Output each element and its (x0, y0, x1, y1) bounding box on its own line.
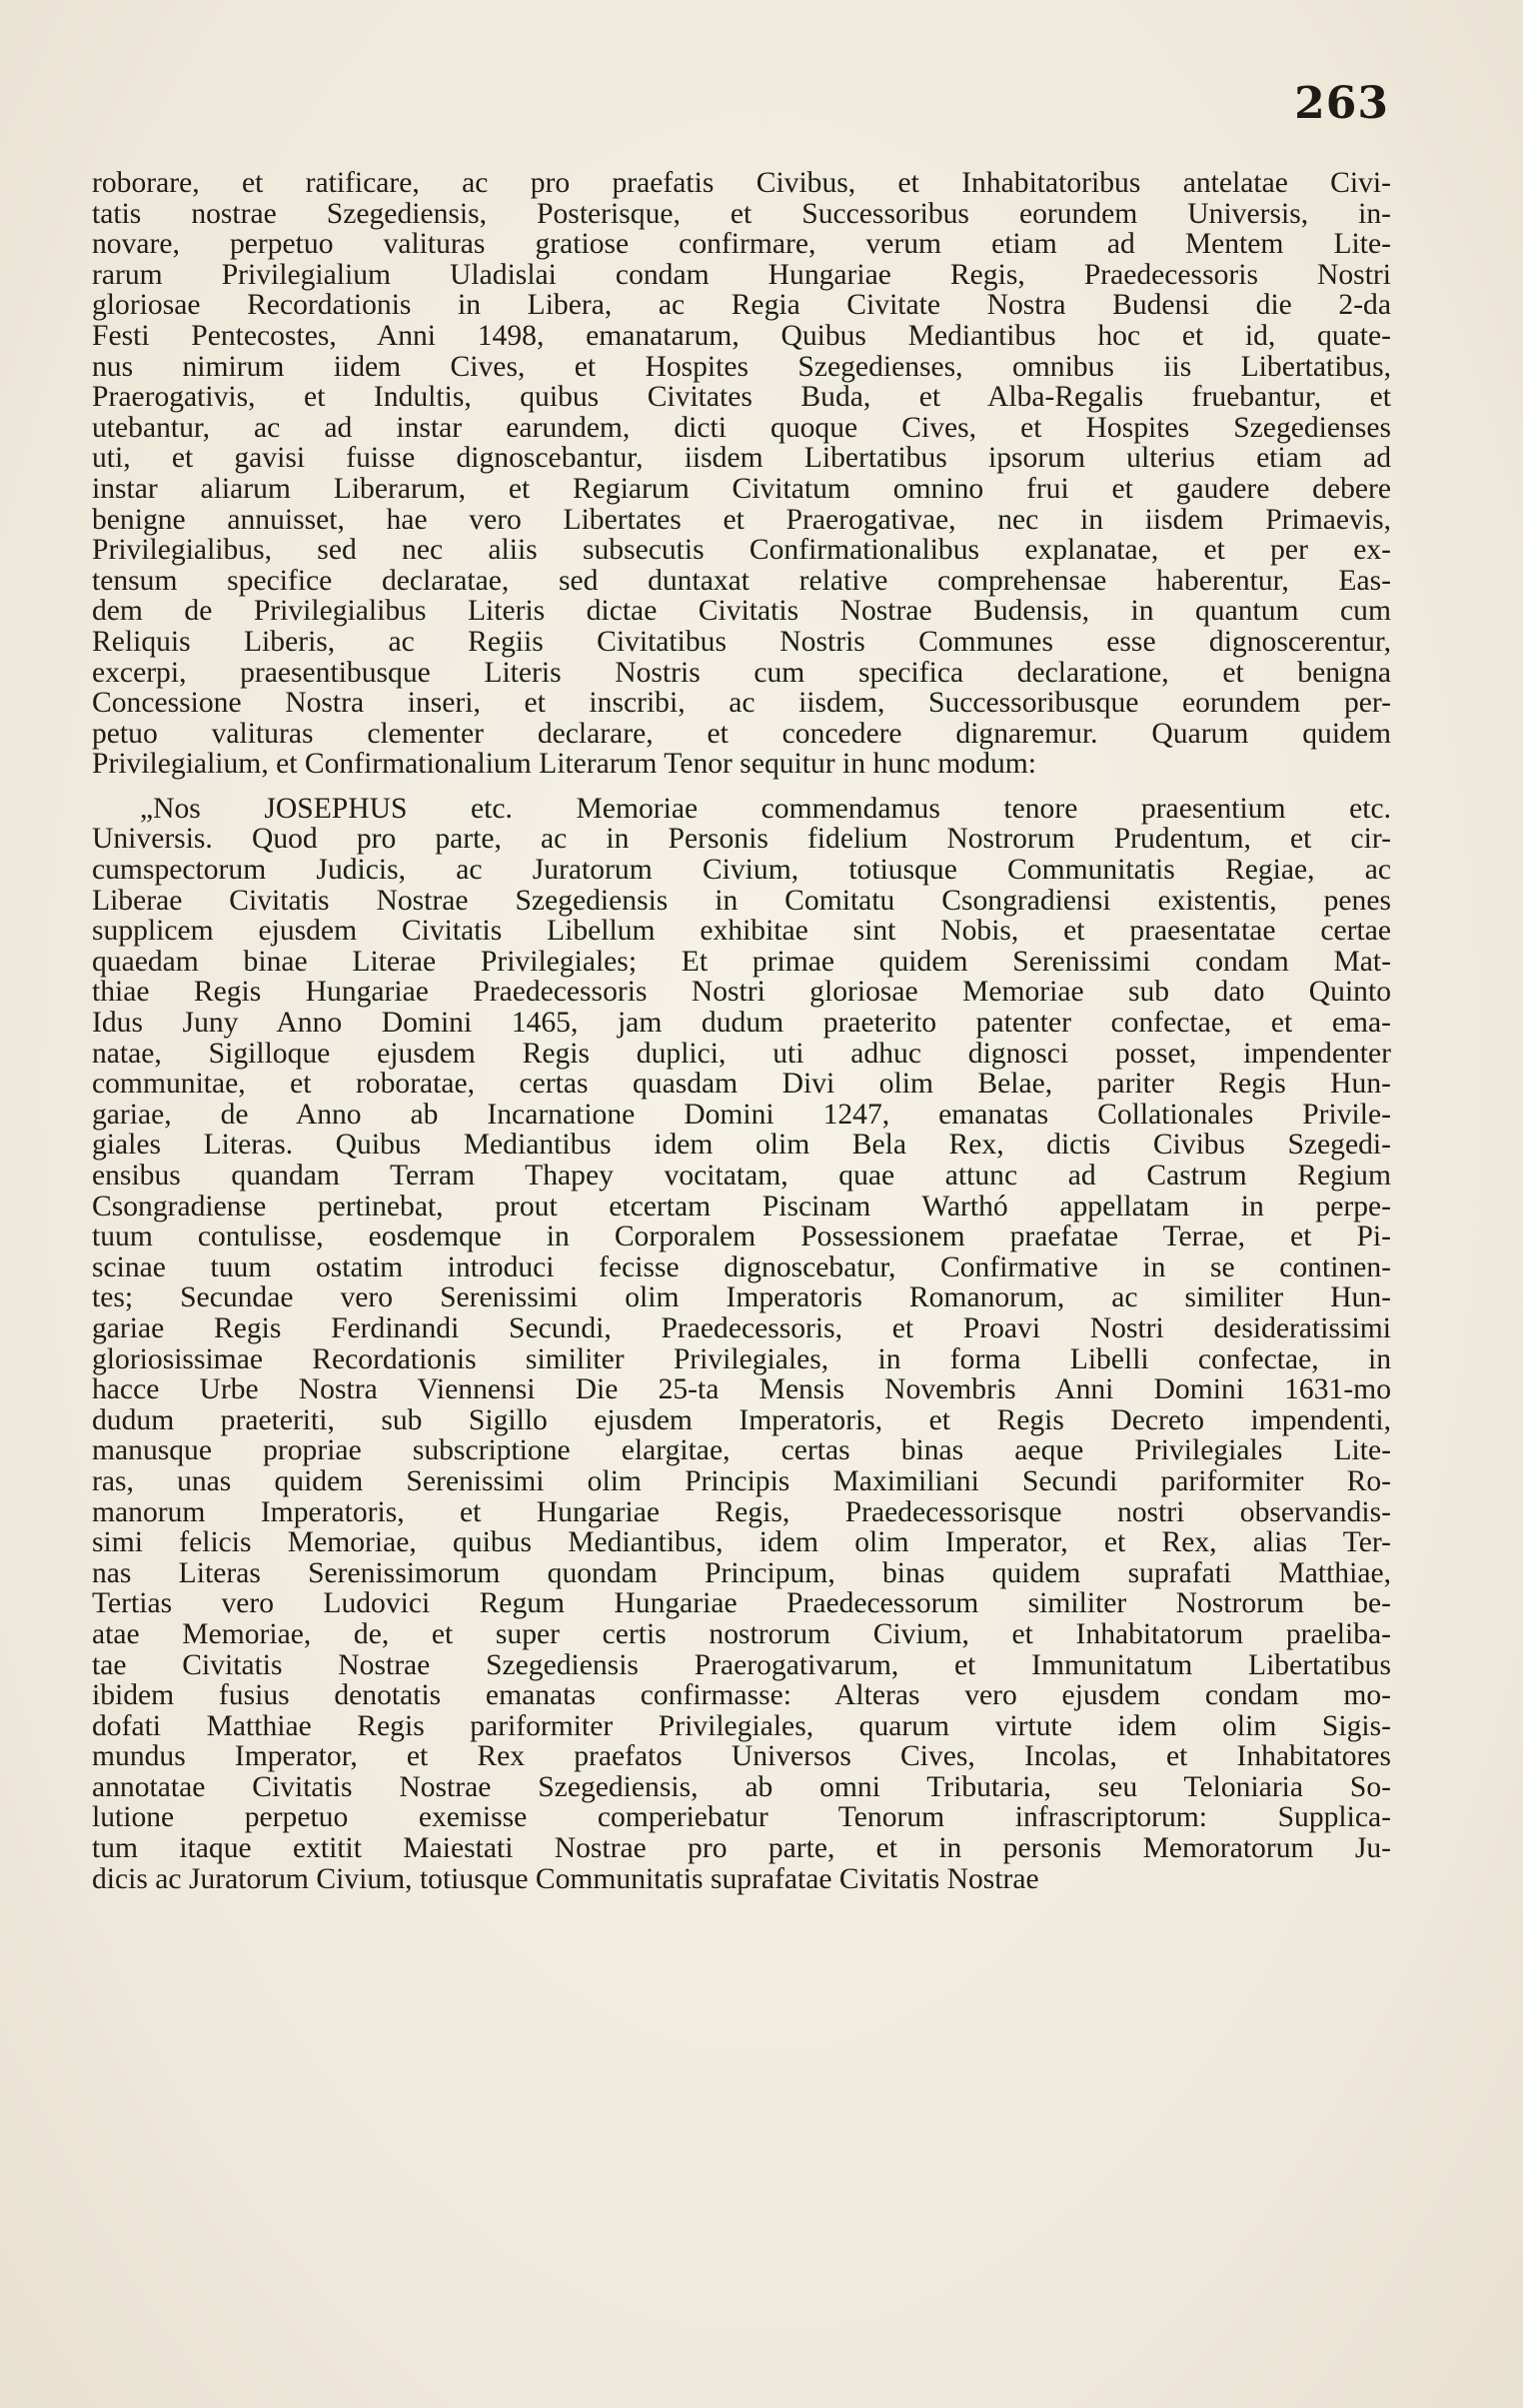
text-line: nas Literas Serenissimorum quondam Principum, binas quidem suprafati Matthiae, (92, 1556, 1391, 1589)
text-line: novare, perpetuo valituras gratiose confirmare, verum etiam ad Mentem Lite- (92, 228, 1391, 261)
body-text (92, 168, 1391, 1894)
text-line: benigne annuisset, hae vero Libertates et Praerogativae, nec in iisdem Primaevis, (92, 503, 1391, 536)
text-line: utebantur, ac ad instar earundem, dicti quoque Cives, et Hospites Szegedienses (92, 411, 1391, 444)
text-line: mundus Imperator, et Rex praefatos Universos Cives, Incolas, et Inhabitatores (92, 1740, 1391, 1773)
text-line: dicis ac Juratorum Civium, totiusque Communitatis suprafatae Civitatis Nostrae (92, 1862, 1039, 1895)
text-line: ibidem fusius denotatis emanatas confirmasse: Alteras vero ejusdem condam mo- (92, 1679, 1391, 1712)
text-line: Csongradiense pertinebat, prout etcertam Piscinam Warthó appellatam in perpe- (92, 1190, 1391, 1222)
text-line: tum itaque extitit Maiestati Nostrae pro parte, et in personis Memoratorum Ju- (92, 1832, 1391, 1865)
text-line: simi felicis Memoriae, quibus Mediantibus, idem olim Imperator, et Rex, alias Ter- (92, 1526, 1391, 1559)
text-line: manorum Imperatoris, et Hungariae Regis, Praedecessorisque nostri observandis- (92, 1495, 1391, 1528)
text-line: lutione perpetuo exemisse comperiebatur Tenorum infrascriptorum: Supplica- (92, 1801, 1391, 1834)
text-line: dudum praeteriti, sub Sigillo ejusdem Imperatoris, et Regis Decreto impendenti, (92, 1403, 1391, 1436)
text-line: Privilegialium, et Confirmationalium Literarum Tenor sequitur in hunc modum: (92, 748, 1037, 781)
page-number: 263 (1294, 78, 1389, 129)
text-line: Privilegialibus, sed nec aliis subsecutis Confirmationalibus explanatae, et per ex- (92, 534, 1391, 567)
text-line: dem de Privilegialibus Literis dictae Civitatis Nostrae Budensis, in quantum cum (92, 595, 1391, 628)
text-line: roborare, et ratificare, ac pro praefatis Civibus, et Inhabitatoribus antelatae Civi- (92, 167, 1391, 199)
text-line: manusque propriae subscriptione elargitae, certas binas aeque Privilegiales Lite- (92, 1434, 1391, 1467)
text-line: natae, Sigilloque ejusdem Regis duplici, uti adhuc dignosci posset, impendenter (92, 1037, 1391, 1070)
text-line: atae Memoriae, de, et super certis nostrorum Civium, et Inhabitatorum praeliba- (92, 1617, 1391, 1650)
text-line: supplicem ejusdem Civitatis Libellum exhibitae sint Nobis, et praesentatae certae (92, 915, 1391, 948)
text-line: tensum specifice declaratae, sed duntaxat relative comprehensae haberentur, Eas- (92, 564, 1391, 597)
text-line: Idus Juny Anno Domini 1465, jam dudum praeterito patenter confectae, et ema- (92, 1007, 1391, 1040)
text-line: Festi Pentecostes, Anni 1498, emanatarum, Quibus Mediantibus hoc et id, quate- (92, 319, 1391, 352)
text-line: ras, unas quidem Serenissimi olim Principis Maximiliani Secundi pariformiter Ro- (92, 1464, 1391, 1497)
text-line: petuo valituras clementer declarare, et concedere dignaremur. Quarum quidem (92, 717, 1391, 750)
text-line: Liberae Civitatis Nostrae Szegediensis in Comitatu Csongradiensi existentis, penes (92, 884, 1391, 917)
text-line: uti, et gavisi fuisse dignoscebantur, iisdem Libertatibus ipsorum ulterius etiam ad (92, 442, 1391, 475)
text-line: hacce Urbe Nostra Viennensi Die 25-ta Mensis Novembris Anni Domini 1631-mo (92, 1373, 1391, 1406)
paragraph-1 (92, 168, 1391, 780)
text-line: „Nos JOSEPHUS etc. Memoriae commendamus tenore praesentium etc. (140, 792, 1391, 825)
text-line: Praerogativis, et Indultis, quibus Civitates Buda, et Alba-Regalis fruebantur, et (92, 381, 1391, 414)
text-line: tuum contulisse, eosdemque in Corporalem Possessionem praefatae Terrae, et Pi- (92, 1220, 1391, 1253)
text-line: gloriosissimae Recordationis similiter Privilegiales, in forma Libelli confectae, in (92, 1342, 1391, 1375)
text-line: Universis. Quod pro parte, ac in Personis fidelium Nostrorum Prudentum, et cir- (92, 823, 1391, 856)
text-line: quaedam binae Literae Privilegiales; Et primae quidem Serenissimi condam Mat- (92, 945, 1391, 978)
text-line: communitae, et roboratae, certas quasdam Divi olim Belae, pariter Regis Hun- (92, 1068, 1391, 1101)
text-line: gariae Regis Ferdinandi Secundi, Praedecessoris, et Proavi Nostri desideratissimi (92, 1311, 1391, 1344)
text-line: nus nimirum iidem Cives, et Hospites Szegedienses, omnibus iis Libertatibus, (92, 350, 1391, 383)
text-line: instar aliarum Liberarum, et Regiarum Civitatum omnino frui et gaudere debere (92, 472, 1391, 505)
text-line: annotatae Civitatis Nostrae Szegediensis, ab omni Tributaria, seu Teloniaria So- (92, 1770, 1391, 1803)
text-line: tes; Secundae vero Serenissimi olim Imperatoris Romanorum, ac similiter Hun- (92, 1281, 1391, 1314)
text-line: rarum Privilegialium Uladislai condam Hungariae Regis, Praedecessoris Nostri (92, 258, 1391, 291)
text-line: Tertias vero Ludovici Regum Hungariae Praedecessorum similiter Nostrorum be- (92, 1587, 1391, 1620)
text-line: cumspectorum Judicis, ac Juratorum Civium, totiusque Communitatis Regiae, ac (92, 854, 1391, 887)
text-line: tae Civitatis Nostrae Szegediensis Praerogativarum, et Immunitatum Libertatibus (92, 1648, 1391, 1681)
text-line: scinae tuum ostatim introduci fecisse dignoscebatur, Confirmative in se continen- (92, 1250, 1391, 1283)
text-line: tatis nostrae Szegediensis, Posterisque, et Successoribus eorundem Universis, in- (92, 197, 1391, 230)
text-line: excerpi, praesentibusque Literis Nostris cum specifica declaratione, et benigna (92, 656, 1391, 689)
text-line: Reliquis Liberis, ac Regiis Civitatibus Nostris Communes esse dignoscerentur, (92, 625, 1391, 658)
text-line: giales Literas. Quibus Mediantibus idem olim Bela Rex, dictis Civibus Szegedi- (92, 1129, 1391, 1162)
text-line: Concessione Nostra inseri, et inscribi, ac iisdem, Successoribusque eorundem per- (92, 687, 1391, 720)
paragraph-2 (92, 794, 1391, 1894)
text-line: dofati Matthiae Regis pariformiter Privilegiales, quarum virtute idem olim Sigis- (92, 1709, 1391, 1742)
text-line: thiae Regis Hungariae Praedecessoris Nostri gloriosae Memoriae sub dato Quinto (92, 976, 1391, 1009)
text-line: gloriosae Recordationis in Libera, ac Regia Civitate Nostra Budensi die 2-da (92, 289, 1391, 322)
text-line: gariae, de Anno ab Incarnatione Domini 1247, emanatas Collationales Privile- (92, 1098, 1391, 1131)
text-line: ensibus quandam Terram Thapey vocitatam, quae attunc ad Castrum Regium (92, 1160, 1391, 1192)
